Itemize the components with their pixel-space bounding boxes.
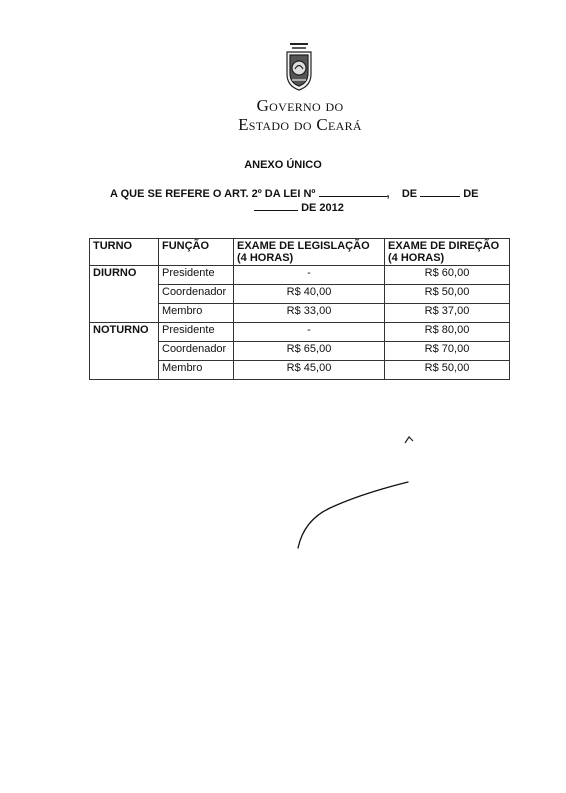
reference-text: A QUE SE REFERE O ART. 2º DA LEI Nº — [110, 188, 316, 200]
state-coat-of-arms-icon — [278, 40, 320, 92]
header-line-2: Estado do Ceará — [238, 115, 362, 134]
cell-funcao: Membro — [159, 361, 234, 380]
cell-legislacao: R$ 33,00 — [234, 304, 385, 323]
cell-legislacao: - — [234, 266, 385, 285]
month-blank — [254, 200, 298, 211]
table-row — [90, 361, 510, 380]
header-direcao: EXAME DE DIREÇÃO (4 HORAS) — [385, 239, 510, 266]
cell-legislacao: R$ 65,00 — [234, 342, 385, 361]
reference-line-1 — [110, 186, 479, 200]
cell-turno — [90, 361, 159, 380]
cell-direcao: R$ 70,00 — [385, 342, 510, 361]
cell-legislacao: - — [234, 323, 385, 342]
header-turno: TURNO — [90, 239, 159, 266]
reference-comma: , — [386, 188, 390, 200]
fees-table — [89, 238, 510, 380]
reference-de-2: DE — [463, 188, 479, 200]
table-header-row — [90, 239, 510, 266]
cell-funcao: Membro — [159, 304, 234, 323]
table-row — [90, 323, 510, 342]
government-header — [200, 96, 400, 134]
table-row — [90, 342, 510, 361]
cell-direcao: R$ 50,00 — [385, 361, 510, 380]
header-legislacao: EXAME DE LEGISLAÇÃO (4 HORAS) — [234, 239, 385, 266]
cell-funcao: Coordenador — [159, 285, 234, 304]
handwritten-signature-icon — [290, 470, 420, 550]
cell-legislacao: R$ 45,00 — [234, 361, 385, 380]
cell-legislacao: R$ 40,00 — [234, 285, 385, 304]
cell-direcao: R$ 60,00 — [385, 266, 510, 285]
table-row — [90, 285, 510, 304]
cell-funcao: Presidente — [159, 266, 234, 285]
cell-direcao: R$ 50,00 — [385, 285, 510, 304]
law-number-blank — [319, 186, 387, 197]
cell-turno — [90, 285, 159, 304]
cell-funcao: Presidente — [159, 323, 234, 342]
cell-turno: DIURNO — [90, 266, 159, 285]
cell-turno — [90, 304, 159, 323]
table-row — [90, 266, 510, 285]
reference-line-2 — [254, 200, 344, 214]
cell-funcao: Coordenador — [159, 342, 234, 361]
reference-de-1: DE — [401, 188, 418, 200]
pen-mark-icon — [404, 436, 414, 444]
cell-turno — [90, 342, 159, 361]
annex-title: ANEXO ÚNICO — [244, 159, 322, 171]
header-funcao: FUNÇÃO — [159, 239, 234, 266]
reference-year: DE 2012 — [301, 202, 344, 214]
cell-direcao: R$ 80,00 — [385, 323, 510, 342]
cell-direcao: R$ 37,00 — [385, 304, 510, 323]
header-line-1: Governo do — [256, 96, 344, 115]
table-row — [90, 304, 510, 323]
cell-turno: NOTURNO — [90, 323, 159, 342]
day-blank — [420, 186, 460, 197]
